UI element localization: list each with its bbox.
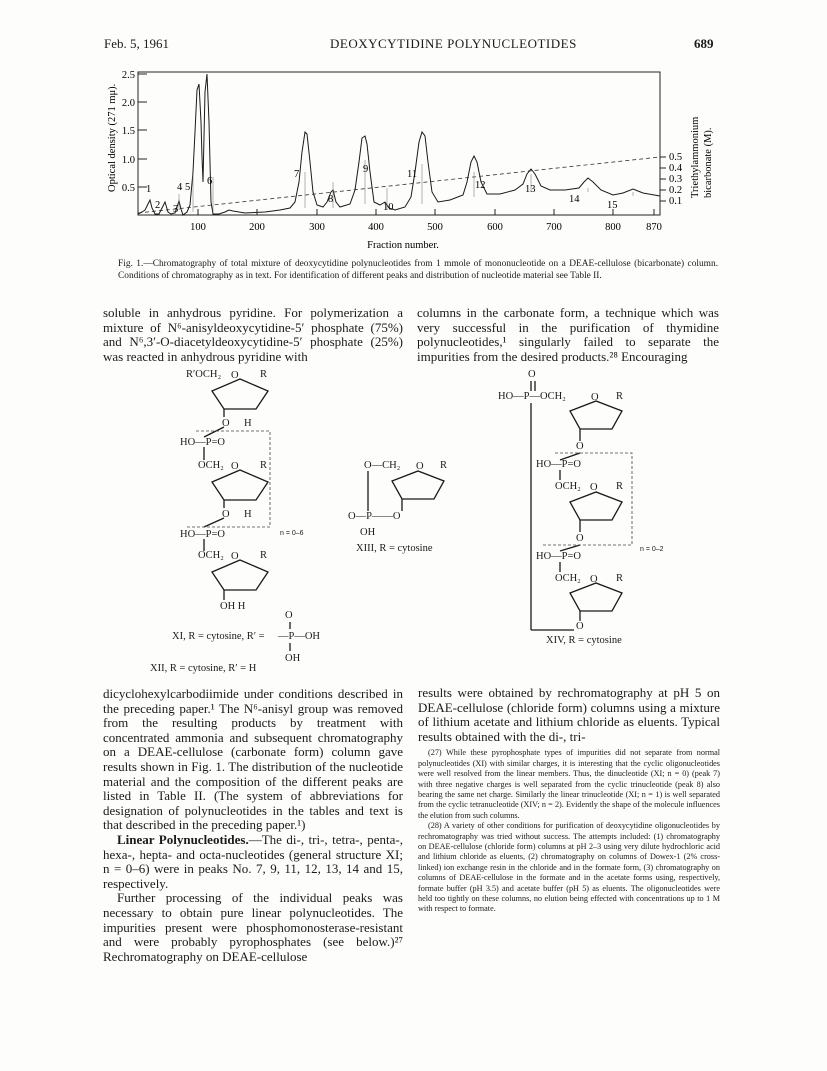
footnote-27: (27) While these pyrophosphate types of impurities did not separate from normal polynucleotides (XI) with similar charges, it is interesting that the cyclic oligonucleotides were well resolved from the linear members. Thus, the dinucleotide (XI; n = 0) (peak 7) with three negative charges is well separated from the cyclic trinucleotide (peak 8) also bearing the same net charge. Similarly the linear trinucleotide (XI; n = 1) is well separated from the cyclic tetranucleotide (XIV; n = 2). Evidently the shape of the molecule influences the elution from such columns. bbox=[418, 748, 720, 820]
struct-label: OH bbox=[285, 653, 301, 664]
right-tick: 0.4 bbox=[669, 163, 683, 174]
peak-label: 12 bbox=[475, 180, 486, 191]
top-right-text: columns in the carbonate form, a technique which was very successful in the purification of thymidine polynucleotides,¹ singularly failed to separate the impurities from the desired products.²⁸ Encouraging bbox=[417, 305, 719, 364]
peak-label: 14 bbox=[569, 194, 580, 205]
x-tick: 870 bbox=[646, 222, 662, 233]
right-tick: 0.3 bbox=[669, 174, 683, 185]
peak-label: 8 bbox=[328, 194, 334, 205]
y-tick: 2.5 bbox=[121, 70, 135, 81]
header-date: Feb. 5, 1961 bbox=[104, 36, 169, 51]
y-tick: 2.0 bbox=[121, 98, 135, 109]
chromatogram-figure bbox=[95, 62, 735, 257]
peak-label: 13 bbox=[525, 184, 536, 195]
struct-label: R bbox=[260, 550, 268, 561]
struct-label: O bbox=[231, 370, 239, 381]
struct-label: OH bbox=[360, 527, 376, 538]
struct-label: R bbox=[616, 391, 624, 402]
footnote-28: (28) A variety of other conditions for purification of deoxycytidine oligonucleotides by rechromatography was tried without success. The attempts included: (1) chromatography on DEAE-cellulose (chloride form) columns at pH 2–3 using very dilute hydrochloric acid and lithium chloride as eluents, (2) chromatography on columns of Dowex-1 (2% cross-linked) ion exchange resin in the chloride and in the formate form, (3) chromatography on columns of DEAE-cellulose in the formate and in the acetate forms using, respectively, formate buffer (pH 3.5) and acetate buffer (pH 5) as eluents. The oligonucleotides were held too tightly on these columns, no elution being effected with concentrations up to 1 M with respect to formate. bbox=[418, 821, 720, 914]
x-tick: 800 bbox=[605, 222, 621, 233]
top-left-text: soluble in anhydrous pyridine. For polymerization a mixture of N⁶-anisyldeoxycytidine-5′ phosphate (75%) and N⁶,3′-O-diacetyldeoxycytidine-5′ phosphate (25%) was reacted in anhydrous pyridine with bbox=[103, 305, 403, 364]
struct-label: OCH₂ bbox=[555, 481, 581, 492]
struct-label: —P—OH bbox=[278, 631, 321, 642]
struct-label: O bbox=[576, 533, 584, 544]
struct-label: O bbox=[222, 509, 230, 520]
right-tick: 0.2 bbox=[669, 185, 683, 196]
n-range-label: n = 0–6 bbox=[280, 530, 304, 537]
struct-label: OCH₂ bbox=[198, 550, 224, 561]
page-number: 689 bbox=[694, 36, 714, 51]
y-tick: 1.5 bbox=[121, 126, 135, 137]
elution-trace bbox=[138, 74, 660, 215]
running-title: DEOXYCYTIDINE POLYNUCLEOTIDES bbox=[330, 36, 577, 51]
n-range-label: n = 0–2 bbox=[640, 546, 664, 553]
struct-label: O bbox=[416, 461, 424, 472]
struct-label: HO—P=O bbox=[536, 551, 582, 562]
x-tick: 700 bbox=[546, 222, 562, 233]
right-tick: 0.1 bbox=[669, 196, 683, 207]
peak-label: 3 bbox=[173, 204, 179, 215]
struct-label: OCH₂ bbox=[555, 573, 581, 584]
struct-label: HO—P=O bbox=[180, 529, 226, 540]
struct-label: O—P——O bbox=[348, 511, 401, 522]
struct-label: R bbox=[616, 481, 624, 492]
struct-label: O bbox=[590, 482, 598, 493]
struct-label: O bbox=[231, 461, 239, 472]
x-axis-label: Fraction number. bbox=[367, 240, 439, 251]
struct-label: O—CH₂ bbox=[364, 460, 401, 471]
peak-label: 9 bbox=[363, 164, 369, 175]
figure-caption: Fig. 1.—Chromatography of total mixture of deoxycytidine polynucleotides from 1 mmole of mononucleotide on a DEAE-cellulose (bicarbonate) column. Conditions of chromatography as in text. For identification of different peaks and distribution of nucleotide material see Table II. bbox=[118, 259, 718, 281]
linear-text: —The di-, tri-, tetra-, penta-, hexa-, hepta- and octa-nucleotides (general structure XI; n = 0–6) were in peaks No. 7, 9, 11, 12, 13, 14 and 15, respectively. bbox=[103, 831, 404, 891]
struct-label: O bbox=[222, 418, 230, 429]
x-tick: 600 bbox=[487, 222, 503, 233]
struct-label: OCH₂ bbox=[198, 460, 224, 471]
caption-xiii: XIII, R = cytosine bbox=[356, 543, 433, 554]
peak-label: 2 bbox=[155, 200, 161, 211]
x-tick: 100 bbox=[190, 222, 206, 233]
struct-label: O bbox=[285, 610, 293, 621]
peak-label: 1 bbox=[146, 184, 152, 195]
y-tick: 0.5 bbox=[121, 183, 135, 194]
peak-label: 15 bbox=[607, 200, 618, 211]
struct-label: H bbox=[244, 509, 252, 520]
x-tick: 200 bbox=[249, 222, 265, 233]
right-axis-label-2: bicarbonate (M). bbox=[703, 127, 714, 198]
struct-label: HO—P=O bbox=[180, 437, 226, 448]
structures-figure bbox=[100, 365, 730, 675]
struct-label: R bbox=[616, 573, 624, 584]
struct-label: O bbox=[528, 369, 536, 380]
struct-label: R′OCH₂ bbox=[186, 369, 222, 380]
right-tick: 0.5 bbox=[669, 152, 683, 163]
peak-label: 7 bbox=[294, 169, 300, 180]
struct-label: HO—P=O bbox=[536, 459, 582, 470]
struct-label: R bbox=[260, 460, 268, 471]
peak-label: 6 bbox=[207, 176, 213, 187]
right-axis-label-1: Triethylammonium bbox=[690, 116, 701, 198]
x-tick: 400 bbox=[368, 222, 384, 233]
left-column: dicyclohexylcarbodiimide under conditions described in the preceding paper.¹ The N⁶-anisyl group was removed from the resulting products by treatment with concentrated ammonia and subsequent chromatography on a DEAE-cellulose (carbonate form) column gave results shown in Fig. 1. The distribution of the nucleotide material and the composition of the different peaks are listed in Table II. (The system of abbreviations for designation of polynucleotides in the tables and text is that described in the preceding paper.¹) Linear Polynucleotides.—The di-, tri-, tetra-, penta-, hexa-, hepta- and octa-nucleotides (general structure XI; n = 0–6) were in peaks No. 7, 9, 11, 12, 13, 14 and 15, respectively. Further processing of the individual peaks was necessary to obtain pure linear polynucleotides. The impurities present were phosphomonosterase-resistant and were probably pyrophosphates (see below.)²⁷ Rechromatography on DEAE-cellulose bbox=[103, 686, 404, 964]
struct-label: HO—P—OCH₂ bbox=[498, 391, 566, 402]
struct-label: OH H bbox=[220, 601, 246, 612]
caption-xii: XII, R = cytosine, R′ = H bbox=[150, 663, 257, 674]
struct-label: R bbox=[440, 460, 448, 471]
peak-label: 10 bbox=[383, 202, 394, 213]
struct-label: O bbox=[231, 551, 239, 562]
peak-label: 5 bbox=[185, 182, 191, 193]
struct-label: R bbox=[260, 369, 268, 380]
caption-xi: XI, R = cytosine, R′ = bbox=[172, 631, 265, 642]
caption-xiv: XIV, R = cytosine bbox=[546, 635, 622, 646]
right-column: results were obtained by rechromatography at pH 5 on DEAE-cellulose (chloride form) columns using a mixture of lithium acetate and lithium chloride as eluents. Typical results obtained with the di-, tri- (27) While these pyrophosphate types of impurities did not separate from normal polynucleotides (XI) with similar charges, it is interesting that the cyclic oligonucleotides were well resolved from the linear members. Thus, the dinucleotide (XI; n = 0) (peak 7) with three negative charges is well separated from the cyclic trinucleotide (peak 8) also bearing the same net charge. Similarly the linear trinucleotide (XI; n = 1) is well separated from the cyclic tetranucleotide (XIV; n = 2). Evidently the shape of the molecule influences the elution from such columns. (28) A variety of other conditions for purification of deoxycytidine oligonucleotides by rechromatography was tried without success. The attempts included: (1) chromatography on DEAE-cellulose (chloride form) columns at pH 2–3 using very dilute hydrochloric acid and lithium chloride as eluents, (2) chromatography on columns of Dowex-1 (2% cross-linked) ion exchange resin in the chloride and in the formate form, (3) chromatography on columns of DEAE-cellulose in the formate and in the acetate forms using, respectively, formate buffer (pH 3.5) and acetate buffer (pH 5) as eluents. The oligonucleotides were held too tightly on these columns, no elution being effected with concentrations up to 1 M with respect to formate. bbox=[418, 685, 720, 914]
struct-label: O bbox=[576, 441, 584, 452]
x-tick: 300 bbox=[309, 222, 325, 233]
linear-heading: Linear Polynucleotides. bbox=[117, 831, 249, 847]
struct-label: O bbox=[591, 392, 599, 403]
plot-frame bbox=[138, 72, 660, 215]
x-tick: 500 bbox=[427, 222, 443, 233]
y-tick: 1.0 bbox=[121, 155, 135, 166]
footnotes bbox=[418, 748, 720, 915]
peak-label: 4 bbox=[177, 182, 183, 193]
struct-label: H bbox=[244, 418, 252, 429]
struct-label: O bbox=[590, 574, 598, 585]
y-axis-label: Optical density (271 mμ). bbox=[107, 83, 118, 192]
peak-label: 11 bbox=[407, 169, 418, 180]
struct-label: O bbox=[576, 621, 584, 632]
